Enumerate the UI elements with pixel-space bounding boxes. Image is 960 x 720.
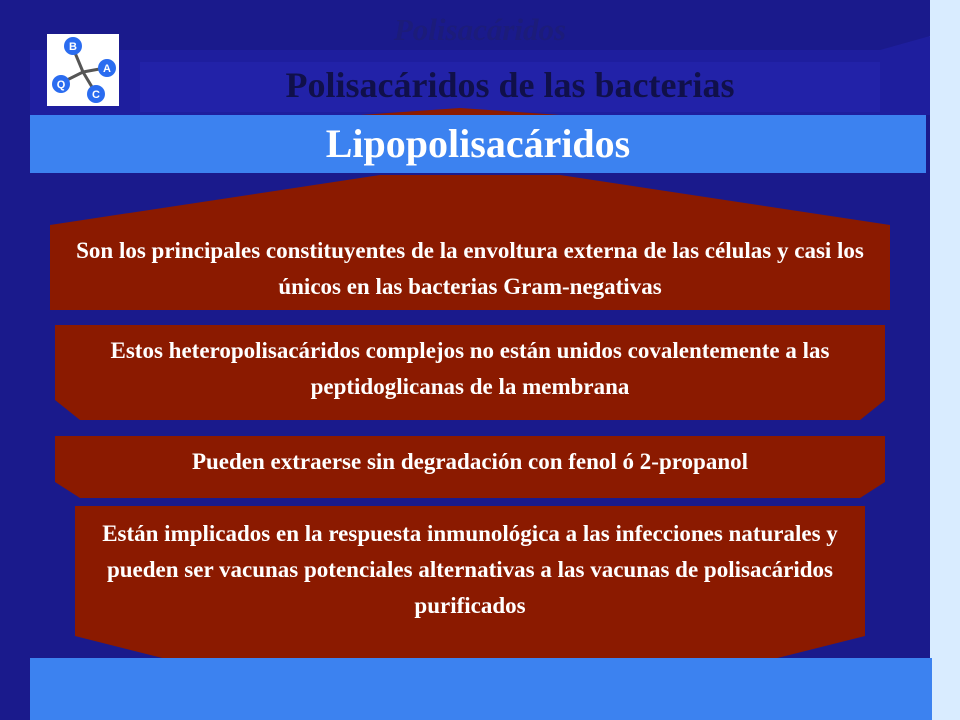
page-title: Polisacáridos de las bacterias (285, 65, 735, 105)
svg-text:A: A (103, 63, 111, 75)
footer-bar (30, 658, 932, 720)
svg-text:B: B (69, 41, 77, 53)
point-1: Son los principales constituyentes de la envoltura externa de las células y casi los únicos en las bacterias Gram-negativas (76, 238, 864, 299)
section-subtitle: Lipopolisacáridos (30, 115, 926, 173)
svg-text:Q: Q (56, 79, 66, 91)
svg-text:C: C (92, 89, 100, 101)
point-2: Estos heteropolisacáridos complejos no están unidos covalentemente a las peptidoglicanas de la membrana (110, 338, 830, 399)
left-column (0, 0, 30, 720)
point-3: Pueden extraerse sin degradación con fenol ó 2-propanol (191, 449, 749, 474)
header-title: Polisacáridos (393, 12, 567, 47)
point-4: Están implicados en la respuesta inmunológica a las infecciones naturales y pueden ser vacunas potenciales alternativas a las vacunas de polisacáridos purificados (102, 521, 838, 618)
